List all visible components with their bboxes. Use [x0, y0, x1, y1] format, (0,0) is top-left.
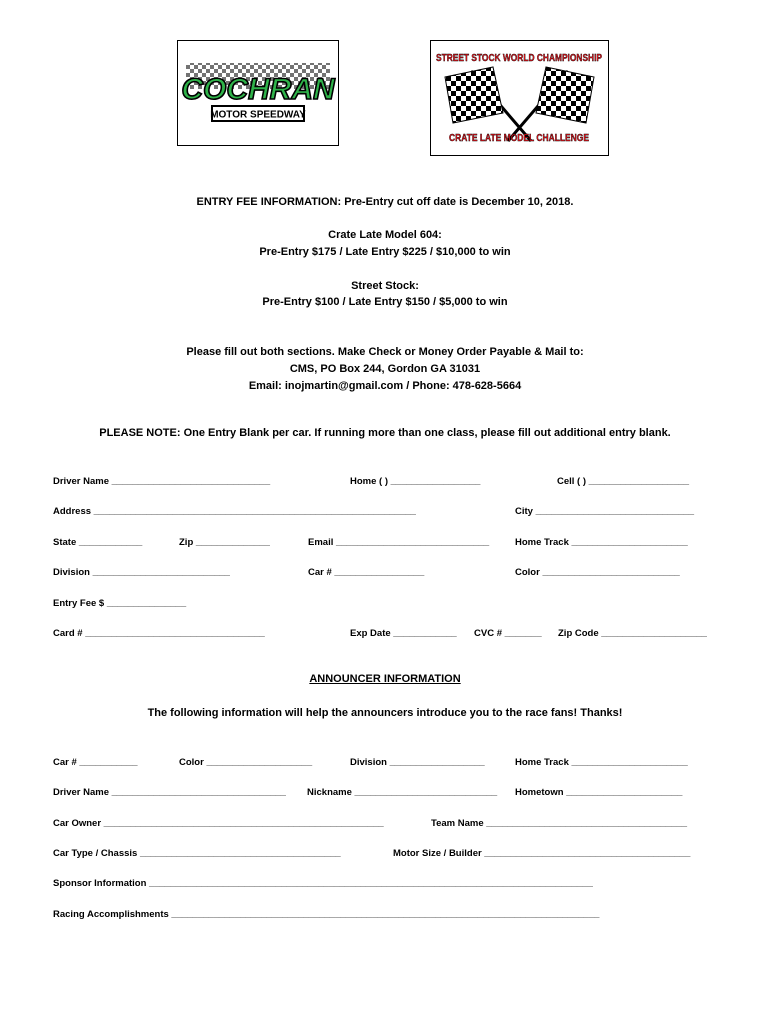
mail-instruction: Please fill out both sections. Make Check or Money Order Payable & Mail to: — [186, 346, 584, 358]
announcer-driver-name-field[interactable]: Driver Name _________________________________ — [53, 787, 286, 798]
checkered-flag-right-icon — [536, 67, 594, 123]
announcer-division-field[interactable]: Division __________________ — [350, 757, 485, 768]
driver-name-field[interactable]: Driver Name ______________________________ — [53, 476, 271, 487]
cochran-logo-subtitle: MOTOR SPEEDWAY — [210, 109, 306, 121]
email-field[interactable]: Email _____________________________ — [308, 537, 490, 548]
city-field[interactable]: City ______________________________ — [515, 506, 695, 517]
cochran-logo-word: COCHRAN — [181, 73, 335, 106]
announcer-intro: The following information will help the announcers introduce you to the race fans! Thanks! — [147, 707, 623, 719]
crate-prices: Pre-Entry $175 / Late Entry $225 / $10,000 to win — [259, 246, 511, 258]
championship-top-text: STREET STOCK WORLD CHAMPIONSHIP — [436, 52, 602, 64]
car-type-field[interactable]: Car Type / Chassis ______________________________________ — [53, 848, 341, 859]
cochran-logo-box — [177, 40, 339, 146]
entry-fee-field[interactable]: Entry Fee $ _______________ — [53, 598, 187, 609]
zip-code-field[interactable]: Zip Code ____________________ — [558, 628, 707, 639]
racing-accomplishments-field[interactable]: Racing Accomplishments _________________________________________________________________________________ — [53, 909, 600, 920]
car-number-field[interactable]: Car # _________________ — [308, 567, 425, 578]
sponsor-field[interactable]: Sponsor Information ____________________________________________________________________________________ — [53, 878, 593, 889]
cochran-logo — [178, 41, 338, 145]
mail-contact: Email: inojmartin@gmail.com / Phone: 478-628-5664 — [248, 380, 522, 392]
street-heading: Street Stock: — [351, 280, 419, 292]
state-field[interactable]: State ____________ — [53, 537, 143, 548]
address-field[interactable]: Address _____________________________________________________________ — [53, 506, 416, 517]
entry-fee-info: ENTRY FEE INFORMATION: Pre-Entry cut off date is December 10, 2018. — [196, 196, 574, 208]
street-prices: Pre-Entry $100 / Late Entry $150 / $5,000 to win — [262, 296, 508, 308]
car-owner-field[interactable]: Car Owner _____________________________________________________ — [53, 818, 384, 829]
checkered-flag-left-icon — [445, 67, 503, 123]
division-field[interactable]: Division __________________________ — [53, 567, 230, 578]
exp-date-field[interactable]: Exp Date ____________ — [350, 628, 457, 639]
color-field[interactable]: Color __________________________ — [515, 567, 680, 578]
team-name-field[interactable]: Team Name ______________________________________ — [431, 818, 688, 829]
mail-address: CMS, PO Box 244, Gordon GA 31031 — [289, 363, 481, 375]
motor-size-field[interactable]: Motor Size / Builder _______________________________________ — [393, 848, 691, 859]
cvc-field[interactable]: CVC # _______ — [474, 628, 542, 639]
championship-bottom-text: CRATE LATE MODEL CHALLENGE — [449, 133, 590, 144]
nickname-field[interactable]: Nickname ___________________________ — [307, 787, 498, 798]
championship-logo — [431, 41, 608, 155]
home-phone-field[interactable]: Home ( ) _________________ — [350, 476, 481, 487]
card-number-field[interactable]: Card # __________________________________ — [53, 628, 265, 639]
announcer-car-field[interactable]: Car # ___________ — [53, 757, 138, 768]
announcer-heading: ANNOUNCER INFORMATION — [309, 673, 461, 685]
hometown-field[interactable]: Hometown ______________________ — [515, 787, 683, 798]
cell-phone-field[interactable]: Cell ( ) ___________________ — [557, 476, 690, 487]
home-track-field[interactable]: Home Track ______________________ — [515, 537, 688, 548]
please-note: PLEASE NOTE: One Entry Blank per car. If running more than one class, please fill out additional entry blank. — [99, 427, 671, 439]
crate-heading: Crate Late Model 604: — [328, 229, 442, 241]
championship-logo-box — [430, 40, 609, 156]
announcer-color-field[interactable]: Color ____________________ — [179, 757, 313, 768]
zip-field[interactable]: Zip ______________ — [179, 537, 270, 548]
announcer-home-track-field[interactable]: Home Track ______________________ — [515, 757, 688, 768]
